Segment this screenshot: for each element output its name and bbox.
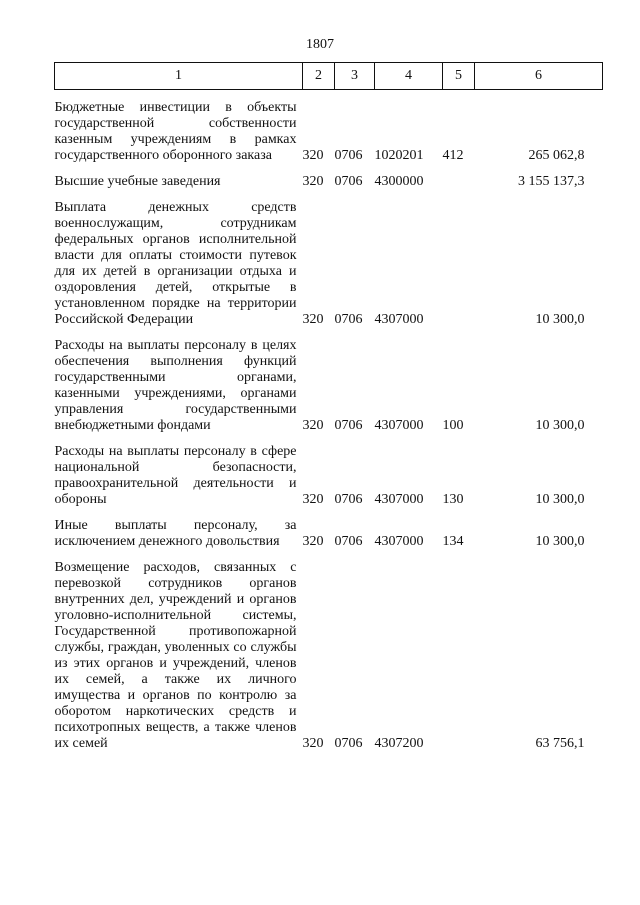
- row-name: Иные выплаты персоналу, за исключением денежного довольствия: [54, 518, 297, 549]
- row-expense-type: [443, 560, 475, 752]
- row-amount: 10 300,0: [535, 312, 585, 327]
- row-ministry-code: 320: [302, 418, 324, 433]
- row-name: Высшие учебные заведения: [54, 174, 221, 189]
- row-amount: 265 062,8: [528, 148, 585, 163]
- row-ministry-code: 320: [302, 736, 324, 751]
- table-row: [55, 100, 603, 164]
- row-target-code: 4307000: [374, 492, 424, 507]
- row-amount: 10 300,0: [535, 418, 585, 433]
- row-section-code: 0706: [334, 312, 363, 327]
- table-row: [55, 338, 603, 434]
- row-amount: 10 300,0: [535, 492, 585, 507]
- row-ministry-code: 320: [302, 174, 324, 189]
- row-amount: 63 756,1: [535, 736, 585, 751]
- row-target-code: 4307000: [374, 534, 424, 549]
- table-row: [55, 200, 603, 328]
- header-col-5: 5: [443, 63, 475, 90]
- row-expense-type: [443, 200, 475, 328]
- header-col-6: 6: [475, 63, 603, 90]
- header-col-1: 1: [55, 63, 303, 90]
- budget-table: [54, 62, 603, 752]
- table-row: [55, 444, 603, 508]
- row-section-code: 0706: [334, 492, 363, 507]
- row-expense-type: 130: [442, 492, 464, 507]
- row-target-code: 4300000: [374, 174, 424, 189]
- row-section-code: 0706: [334, 148, 363, 163]
- row-name: Расходы на выплаты персоналу в сфере национальной безопасности, правоохранительной деятельности и обороны: [54, 444, 297, 507]
- row-target-code: 4307200: [374, 736, 424, 751]
- row-section-code: 0706: [334, 534, 363, 549]
- row-amount: 3 155 137,3: [518, 174, 585, 189]
- header-col-4: 4: [375, 63, 443, 90]
- row-section-code: 0706: [334, 418, 363, 433]
- row-ministry-code: 320: [302, 534, 324, 549]
- row-ministry-code: 320: [302, 312, 324, 327]
- row-name: Возмещение расходов, связанных с перевозкой сотрудников органов внутренних дел, учреждений и органов уголовно-исполнительной системы, Государственной противопожарной службы, граждан, уволенных со службы из этих органов и учреждений, членов их семей, а также их личного имущества и органов по контролю за оборотом наркотических средств и психотропных веществ, а также членов их семей: [54, 560, 297, 751]
- header-col-2: 2: [303, 63, 335, 90]
- table-row: [55, 560, 603, 752]
- header-col-3: 3: [335, 63, 375, 90]
- row-expense-type: [443, 174, 475, 190]
- row-name: Выплата денежных средств военнослужащим, сотрудникам федеральных органов исполнительной власти для оплаты стоимости путевок для их детей в организации отдыха и оздоровления детей, открытые в установленном порядке на территории Российской Федерации: [54, 200, 297, 327]
- row-section-code: 0706: [334, 174, 363, 189]
- row-target-code: 1020201: [374, 148, 424, 163]
- row-name: Расходы на выплаты персоналу в целях обеспечения выполнения функций государственными органами, казенными учреждениями, органами управления государственными внебюджетными фондами: [54, 338, 297, 433]
- row-expense-type: 412: [442, 148, 464, 163]
- row-name: Бюджетные инвестиции в объекты государственной собственности казенным учреждениям в рамках государственного оборонного заказа: [54, 100, 297, 163]
- row-ministry-code: 320: [302, 148, 324, 163]
- table-row: [55, 174, 603, 190]
- row-expense-type: 134: [442, 534, 464, 549]
- row-target-code: 4307000: [374, 312, 424, 327]
- row-target-code: 4307000: [374, 418, 424, 433]
- header-row: [55, 63, 603, 90]
- row-amount: 10 300,0: [535, 534, 585, 549]
- row-ministry-code: 320: [302, 492, 324, 507]
- row-expense-type: 100: [442, 418, 464, 433]
- table-row: [55, 518, 603, 550]
- row-section-code: 0706: [334, 736, 363, 751]
- page-number: 1807: [306, 37, 334, 52]
